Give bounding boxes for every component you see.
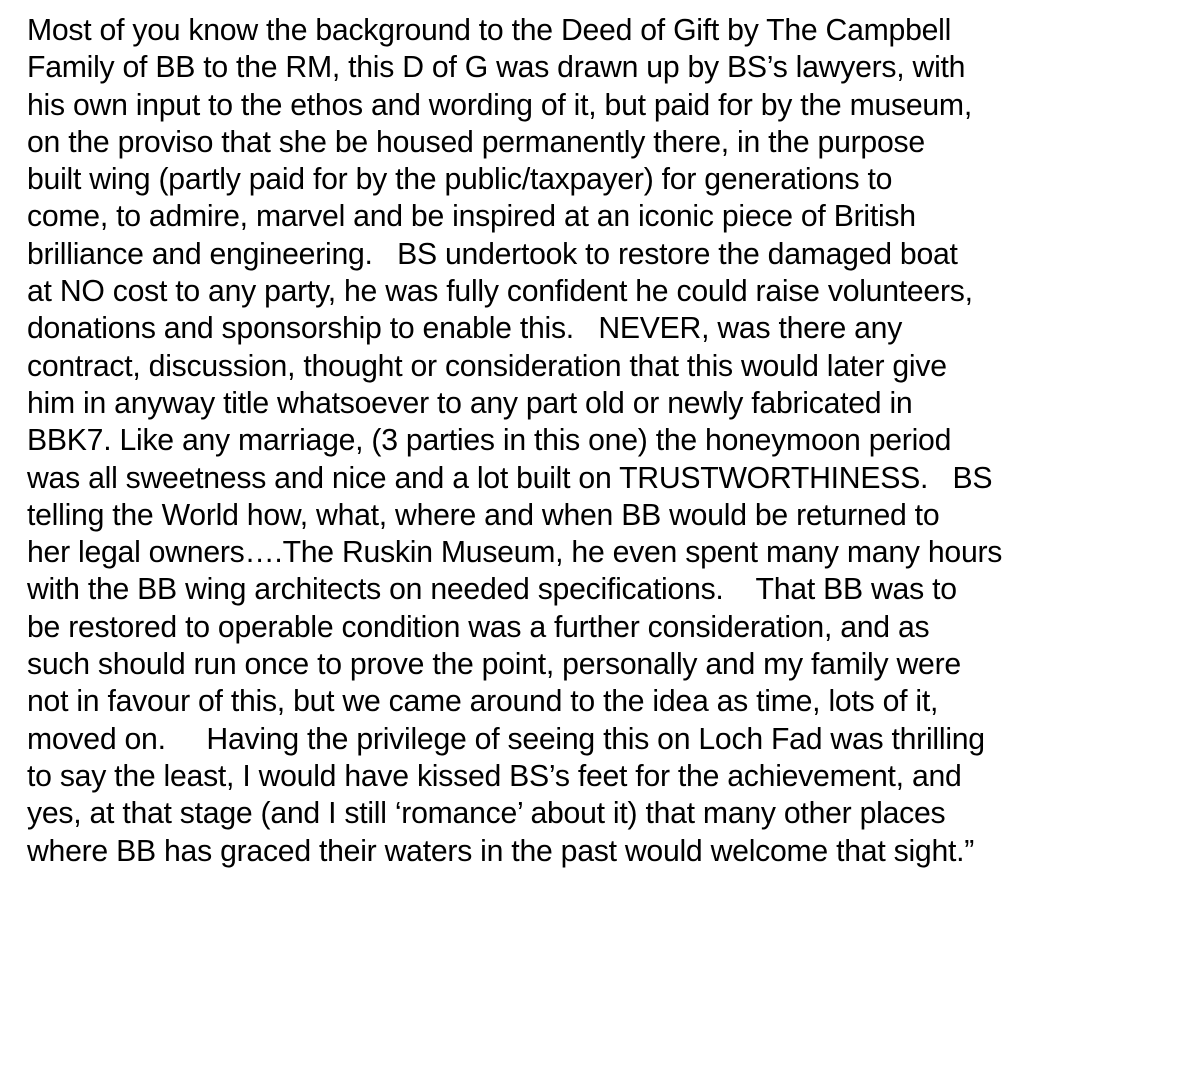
text-line: with the BB wing architects on needed specifications. That BB was to <box>27 573 957 607</box>
text-line: Family of BB to the RM, this D of G was drawn up by BS’s lawyers, with <box>27 51 966 85</box>
text-line: his own input to the ethos and wording of it, but paid for by the museum, <box>27 88 972 122</box>
quoted-statement-paragraph <box>27 12 1192 870</box>
text-line: come, to admire, marvel and be inspired at an iconic piece of British <box>27 200 916 234</box>
text-line: be restored to operable condition was a further consideration, and as <box>27 610 930 644</box>
text-line: moved on. Having the privilege of seeing this on Loch Fad was thrilling <box>27 722 985 756</box>
text-line: to say the least, I would have kissed BS’s feet for the achievement, and <box>27 759 962 793</box>
text-line: built wing (partly paid for by the public/taxpayer) for generations to <box>27 163 893 197</box>
text-line: not in favour of this, but we came around to the idea as time, lots of it, <box>27 685 939 719</box>
text-line: brilliance and engineering. BS undertook to restore the damaged boat <box>27 237 958 271</box>
text-line: yes, at that stage (and I still ‘romance’ about it) that many other places <box>27 797 946 831</box>
text-line: him in anyway title whatsoever to any part old or newly fabricated in <box>27 386 913 420</box>
text-line: was all sweetness and nice and a lot built on TRUSTWORTHINESS. BS <box>27 461 993 495</box>
text-line: donations and sponsorship to enable this. NEVER, was there any <box>27 312 903 346</box>
text-line: on the proviso that she be housed permanently there, in the purpose <box>27 125 925 159</box>
text-line: telling the World how, what, where and when BB would be returned to <box>27 498 940 532</box>
text-line: BBK7. Like any marriage, (3 parties in this one) the honeymoon period <box>27 424 952 458</box>
text-line: her legal owners….The Ruskin Museum, he even spent many many hours <box>27 536 1003 570</box>
text-line: where BB has graced their waters in the past would welcome that sight.” <box>27 834 975 868</box>
text-line: contract, discussion, thought or consideration that this would later give <box>27 349 947 383</box>
text-line: such should run once to prove the point, personally and my family were <box>27 648 961 682</box>
text-line: at NO cost to any party, he was fully confident he could raise volunteers, <box>27 275 973 309</box>
text-line: Most of you know the background to the Deed of Gift by The Campbell <box>27 14 952 47</box>
